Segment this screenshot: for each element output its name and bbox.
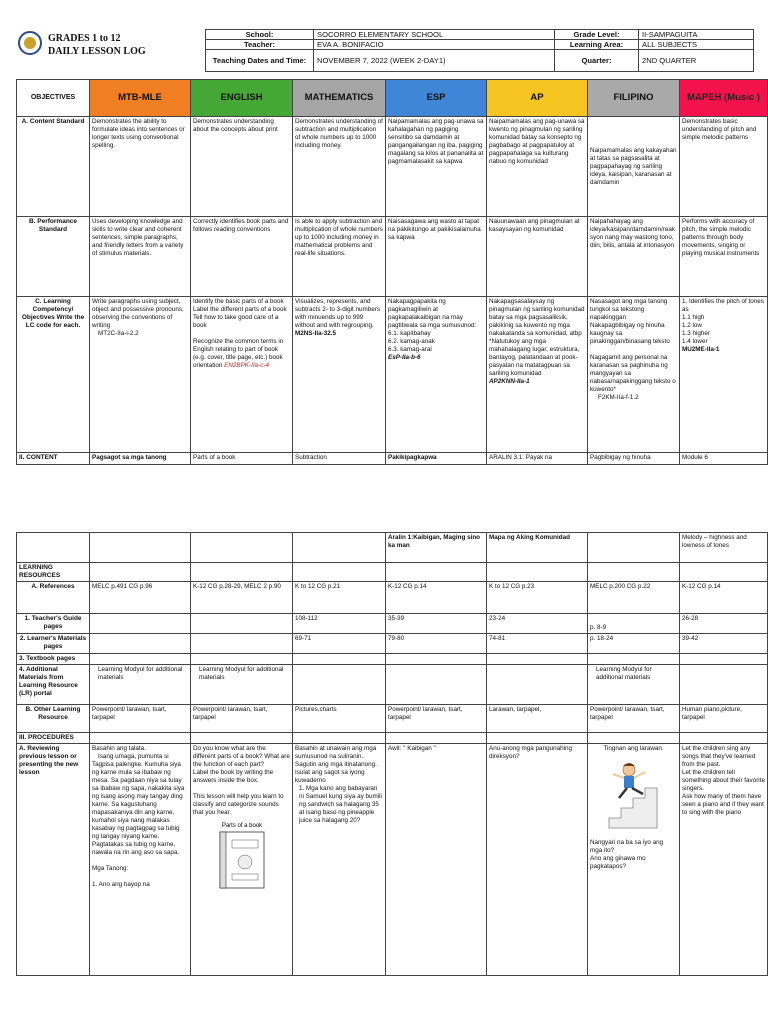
performance-standard-math: Is able to apply subtraction and multiplication of whole numbers up to 1000 including money in mathematical problems and real-life situations. [293,217,386,297]
review-mtb-line: Basahin ang talata. [92,745,146,752]
deped-seal-logo [18,31,42,55]
add-english: Learning Modyul for additional materials [191,665,293,705]
ref-english: K-12 CG p.28-29, MELC 2 p.90 [191,582,293,614]
content-standard-esp: Naipamamalas ang pag-unawa sa kahalagahan ng pagiging sensitibo sa damdamin at pangangailangan ng iba, pagiging magalang sa kilos at pananalita at pagmamalasakit sa kapwa [386,117,487,217]
other-resources-label: B. Other Learning Resource [17,705,90,733]
other-filipino: Powerpoint/ larawan, tsart, tarpapel [588,705,680,733]
content-standard-english: Demonstrates understanding about the concepts about print [191,117,293,217]
performance-standard-english: Correctly identifies book parts and follows reading conventions [191,217,293,297]
competency-mapeh-line: 1.2 low [682,322,702,329]
additional-materials-label: 4. Additional Materials from Learning Resource (LR) portal [17,665,90,705]
competency-math-code: M2NS-IIa-32.5 [295,330,336,337]
tg-math: 108-112 [293,614,386,634]
other-english: Powerpoint/ larawan, tsart, tarpapel [191,705,293,733]
competency-esp-line: 6.3. kamag-aral [388,346,432,353]
subject-ap: AP [487,80,588,117]
review-english-line: Label the book by writing the answers inside the box. [193,769,274,784]
review-mtb [90,744,191,976]
competency-ap-code: AP2KNN-IIa-1 [489,378,530,385]
review-mapeh-line: Ask how many of them have seen a piano and if they want to sing with the piano [682,793,764,816]
review-esp: Awit: " Kaibigan " [386,744,487,976]
competency-mapeh-code: MU2ME-IIa-1 [682,346,720,353]
learning-area-value: ALL SUBJECTS [639,40,754,50]
performance-standard-ap: Nauunawaan ang pinagmulan at kasaysayan ng komunidad [487,217,588,297]
subject-math: MATHEMATICS [293,80,386,117]
performance-standard-esp: Naisasagawa ang wasto at tapat na pakikitungo at pakikisalamuha sa kapwa [386,217,487,297]
review-mapeh-line: Let the children sing any songs that they've learned from the past. [682,745,756,768]
objectives-header: OBJECTIVES [17,80,90,117]
content-math: Subtraction [293,453,386,465]
competency-mapeh-line: 1.1 high [682,314,705,321]
competency-english-line: Recognize the common terms in English relating to part of book (e.g. cover, title page, etc.) book orientation [193,338,284,369]
form-subtitle: DAILY LESSON LOG [48,46,146,57]
learners-materials-label: 2. Learner's Materials pages [17,634,90,654]
competency-mtb [90,297,191,453]
lm-mapeh: 39-42 [680,634,768,654]
competency-mtb-code: MT2C-IIa-i-2.2 [98,330,139,337]
review-mtb-line: Mga Tanong: [92,865,129,872]
content-standard-label: A. Content Standard [17,117,90,217]
competency-esp [386,297,487,453]
performance-standard-mapeh: Performs with accuracy of pitch, the simple melodic patterns through body movements, singing or playing musical instruments [680,217,768,297]
review-filipino-text: Tingnan ang larawan. [603,745,664,752]
other-math: Pictures,charts [293,705,386,733]
boy-slipping-on-stairs-illustration [599,756,669,836]
content-standard-ap: Naipamamalas ang pag-unawa sa kwento ng pinagmulan ng sariling komunidad batay sa konsepto ng pagbabago at pagpapatuloy at pagpapahalaga sa kulturang nabuo ng komunidad [487,117,588,217]
learning-resources-label: LEARNING RESOURCES [17,563,90,582]
review-english-line: Do you know what are the different parts of a book? What are the function of each part? [193,745,290,768]
content-mapeh: Module 6 [680,453,768,465]
content-standard-math: Demonstrates understanding of subtraction and multiplication of whole numbers up to 1000 including money. [293,117,386,217]
other-esp: Powerpoint/ larawan, tsart, tarpapel [386,705,487,733]
content-mtb: Pagsagot sa mga tanong [90,453,191,465]
subject-filipino: FILIPINO [588,80,680,117]
ref-mapeh: K-12 CG p.14 [680,582,768,614]
review-english-line: This lesson will help you learn to classify and categorize sounds that you hear. [193,793,284,816]
review-mapeh-line: Let the children tell something about their favorite singers. [682,769,765,792]
subject-esp: ESP [386,80,487,117]
content-standard-filipino: Naipamamalas ang kakayahan at tatas sa pagsasalita at pagpapahayag ng sariling ideya, kaisipan, karanasan at damdamin [588,117,680,217]
review-filipino-question: Nangyari na ba sa iyo ang mga ito? [590,839,664,854]
competency-filipino-line: Nagagamit ang personal na karanasan sa paghinuha ng mangyayari sa nabasa/napakinggang teksto o kuwento* [590,354,676,393]
competency-esp-line: 6.1. kapitbahay [388,330,431,337]
review-ap: Anu-anong mga pangunahing direksyon? [487,744,588,976]
ref-ap: K to 12 CG p.23 [487,582,588,614]
competency-label: C. Learning Competency/ Objectives Write the LC code for each. [17,297,90,453]
competency-mtb-text: Write paragraphs using subject, object and possessive pronouns, observing the conventions of writing [92,298,184,329]
performance-standard-mtb: Uses developing knowledge and skills to write clear and coherent sentences, simple paragraphs, and friendly letters from a variety of stimulus materials. [90,217,191,297]
tg-filipino: p. 8-9 [588,614,680,634]
content-filipino: Pagbibigay ng hinuha [588,453,680,465]
review-mtb-line: Isang umaga, pumunta si Tagpisa palengke. Kumuha siya ng karne mula sa ibabaw ng mesa. Sa pagdaan niya sa tulay sa ibabaw ng sapa, nakakita siya ng isang asong may tangay ding karne. Sa kagustuhang mapasakaniya din ang karne, kumahol siya nang malakas kasabay ng pagtagpag sa tubig ng tangay niyang karne. Pagtatakas sa tubig ng karne, nawala na rin ang aso sa sapa. [92,753,185,856]
tg-mapeh: 26-28 [680,614,768,634]
learning-area-label: Learning Area: [555,40,639,50]
competency-esp-line: 6.2. kamag-anak [388,338,435,345]
content-row-label: II. CONTENT [17,453,90,465]
other-mapeh: Human piano,picture, tarpapel [680,705,768,733]
lm-ap: 74-81 [487,634,588,654]
ref-math: K to 12 CG p.21 [293,582,386,614]
procedures-label: III. PROCEDURES [17,733,90,744]
quarter-value: 2ND QUARTER [639,50,754,72]
other-ap: Larawan, tarpapel, [487,705,588,733]
performance-standard-filipino: Naipahahayag ang ideya/kaisipan/damdamin/reaksyon nang may wastong tono, diin, bilis, antala at intonasyon [588,217,680,297]
competency-english-line: Label the different parts of a book [193,306,287,313]
dates-label: Teaching Dates and Time: [206,50,314,72]
lesson-log-table-1 [16,79,768,465]
ref-mtb: MELC p.491 CG p.96 [90,582,191,614]
competency-english-line: Tell how to take good care of a book [193,314,279,329]
content-standard-mapeh: Demonstrates basic understanding of pitch and simple melodic patterns [680,117,768,217]
textbook-pages-label: 3. Textbook pages [17,654,90,665]
review-filipino-question: Ano ang ginawa mo pagkatapos? [590,855,646,870]
review-math-text: Basahin at unawain ang mga sumusunod na suliranin. Sagutin ang mga itinatanong. Isulat ang sagot sa iyong kuwaderno [295,745,377,784]
competency-mapeh-line: 1. Identifies the pitch of tones as [682,298,764,313]
book-figure-caption: Parts of a book [221,823,262,829]
competency-ap-text: Nakapagsasalaysay ng pinagmulan ng sariling komunidad batay sa mga pagsasaliksik, pakikinig sa kuwento ng mga nakakatanda sa komunidad, atbp *Natutukoy ang mga mahahalagang lugar, estruktura, bantayog, palatandaan at pook-pasyalan na matatagpuan sa sariling komunidad [489,298,585,377]
content-mapeh-cont: Melody – highness and lowness of tones [680,533,768,563]
competency-filipino-line: Nakapagbibigay ng hinuha kaugnay sa pinakinggan/binasang teksto [590,322,670,345]
teachers-guide-label: 1. Teacher's Guide pages [17,614,90,634]
review-filipino [588,744,680,976]
lm-math: 69-71 [293,634,386,654]
competency-mapeh-line: 1.3 higher [682,330,711,337]
competency-ap [487,297,588,453]
review-label: A. Reviewing previous lesson or presenting the new lesson [17,744,90,976]
competency-filipino-code: F2KM-IIa-f-1.2 [598,394,639,401]
lesson-log-table-2 [16,532,768,976]
quarter-label: Quarter: [555,50,639,72]
performance-standard-label: B. Performance Standard [17,217,90,297]
grade-level-label: Grade Level: [555,30,639,40]
content-esp: Pakikipagkapwa [386,453,487,465]
teacher-value: EVA A. BONIFACIO [314,40,555,50]
review-english [191,744,293,976]
competency-mapeh [680,297,768,453]
competency-math [293,297,386,453]
tg-ap: 23-24 [487,614,588,634]
content-ap: ARALIN 3.1: Payak na [487,453,588,465]
competency-english-line: Identify the basic parts of a book [193,298,284,305]
ref-esp: K-12 CG p.14 [386,582,487,614]
content-english: Parts of a book [191,453,293,465]
lm-esp: 79-80 [386,634,487,654]
dates-value: NOVEMBER 7, 2022 (WEEK 2-DAY1) [314,50,555,72]
subject-english: ENGLISH [191,80,293,117]
review-math [293,744,386,976]
competency-english [191,297,293,453]
competency-esp-line: Nakapagpapakita ng pagkamagiliwin at pagkapalakaibigan na may pagtitiwala sa mga sumusunod: [388,298,477,329]
header-info-table [205,29,754,72]
ref-filipino: MELC p.200 CG p.22 [588,582,680,614]
parts-of-a-book-illustration [212,820,272,892]
content-ap-cont: Mapa ng Aking Komunidad [487,533,588,563]
subject-mapeh: MAPEH (Music ) [680,80,768,117]
form-title: GRADES 1 to 12 [48,33,121,44]
add-filipino: Learning Modyul for additional materials [588,665,680,705]
tg-esp: 35-39 [386,614,487,634]
other-mtb: Powerpoint/ larawan, tsart, tarpapel [90,705,191,733]
competency-math-text: Visualizes, represents, and subtracts 2- to 3-digit numbers with minuends up to 999 without and with regrouping. [295,298,381,329]
teacher-label: Teacher: [206,40,314,50]
school-value: SOCORRO ELEMENTARY SCHOOL [314,30,555,40]
add-mtb: Learning Modyul for additional materials [90,665,191,705]
school-label: School: [206,30,314,40]
review-mtb-line: 1. Ano ang hayop na [92,881,150,888]
competency-english-code: EN2BPK-IIa-c-4 [224,362,269,369]
references-label: A. References [17,582,90,614]
grade-level-value: II-SAMPAGUITA [639,30,754,40]
lm-filipino: p. 18-24 [588,634,680,654]
competency-filipino-line: Nasasagot ang mga tanong tungkol sa tekstong napakinggan [590,298,668,321]
review-mapeh [680,744,768,976]
review-math-item: 1. Mga kano ang babayaran ni Samuel kung siya ay bumili ng sandwich sa halagang 35 at isang baso ng pineapple juice sa halagang 20? [299,785,382,824]
competency-filipino [588,297,680,453]
competency-mapeh-line: 1.4 lower [682,338,708,345]
subject-mtb: MTB-MLE [90,80,191,117]
content-esp-cont: Aralin 1:Kaibigan, Maging sino ka man [386,533,487,563]
competency-esp-code: EsP-IIa-b-6 [388,354,421,361]
content-standard-mtb: Demonstrates the ability to formulate ideas into sentences or longer texts using conventional spelling. [90,117,191,217]
